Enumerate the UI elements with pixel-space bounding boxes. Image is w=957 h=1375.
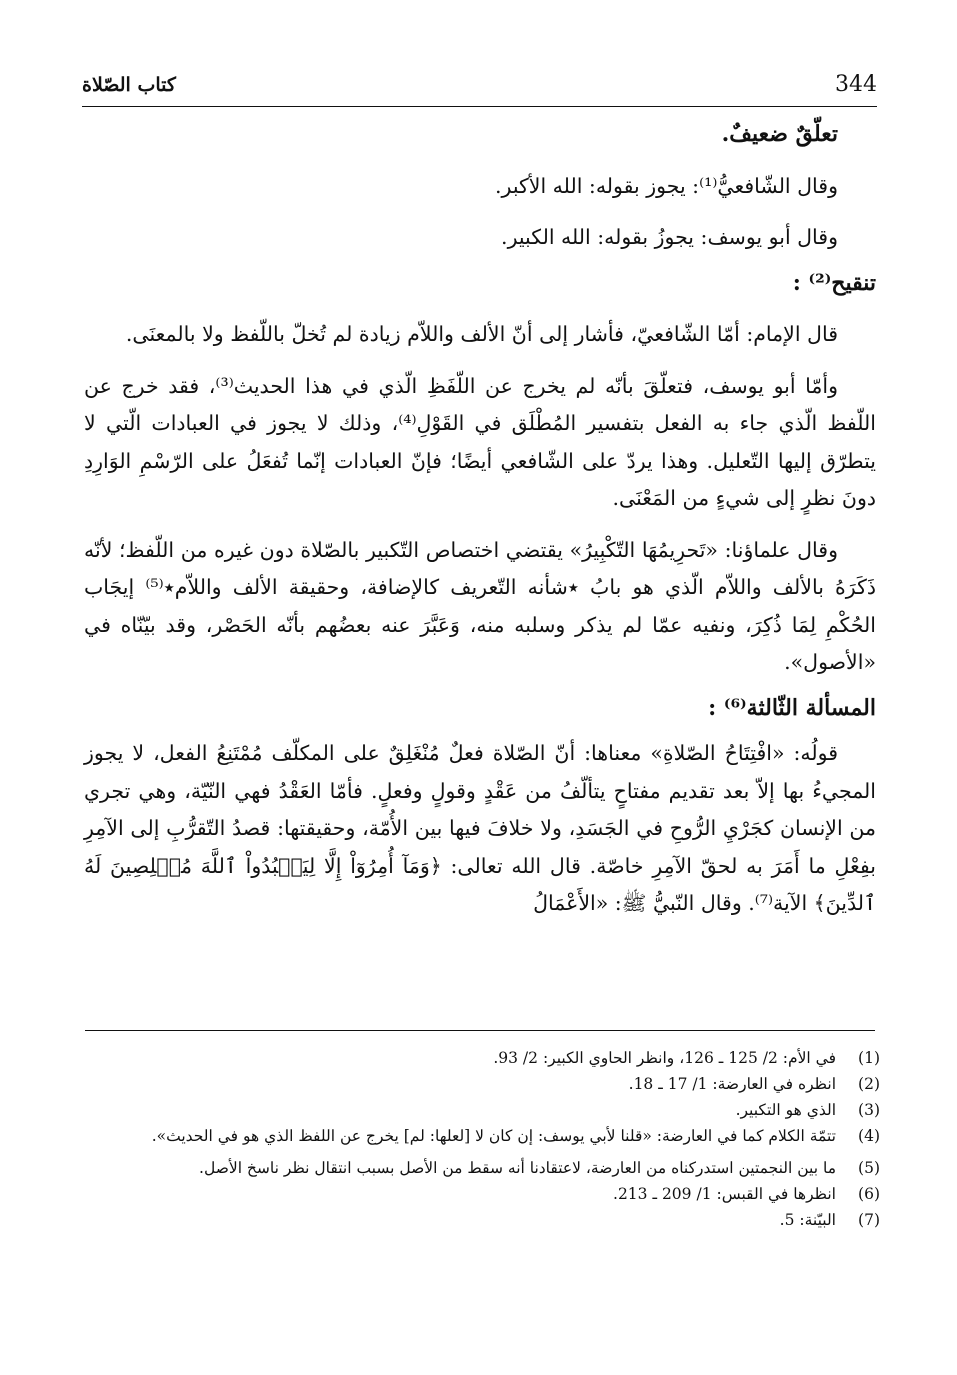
footnote-text: انظرها في القبس: 1/ 209 ـ 213. <box>613 1185 836 1203</box>
main-text <box>84 116 876 923</box>
paragraph-ulama: وقال علماؤنا: «تَحرِيمُهَا التّكْبِيرُ» يقتضي اختصاص التّكبير بالصّلاة دون غيره من اللّفظ؛ لأنّه ذَكَرَهُ بالألف واللاّم الّذي هو بابُ ٭شأنه التّعريف كالإضافة، وحقيقة الألف واللاّم٭⁽⁵⁾ إيجَاب الحُكْمِ لِمَا ذُكِرَ، ونفيه عمّا لم يذكر وسلبه منه، وَعَبَّرَ عنه بعضُهم بأنّه الحَصْر، وقد بيّنّاه في «الأصول». <box>84 537 876 674</box>
footnote-text: انظره في العارضة: 1/ 17 ـ 18. <box>628 1075 836 1093</box>
section-heading-masala: المسألة الثّالثة⁽⁶⁾ : <box>708 694 876 721</box>
footnote-number: (2) <box>858 1075 880 1093</box>
footnote-number: (7) <box>858 1211 880 1229</box>
paragraph-imam: قال الإمام: أمّا الشّافعيّ، فأشار إلى أنّ الألف واللاّم زيادة لم تُخلّ باللّفظ ولا بالمعنَى. <box>125 322 838 346</box>
footnote-text: ما بين النجمتين استدركناه من العارضة، لاعتقادنا أنه سقط من الأصل بسبب انتقال نظر ناسخ الأصل. <box>199 1159 836 1177</box>
section-heading-tanqih: تنقيح⁽²⁾ : <box>792 269 876 296</box>
paragraph-abu-yusuf-analysis: وأمّا أبو يوسف، فتعلّقَ بأنّه لم يخرج عن اللّفَظِ الّذي في هذا الحديث⁽³⁾، فقد خرج عن اللّفظ الّذي جاء به الفعل بتفسير المُطْلَق في القَوْلِ⁽⁴⁾، وذلك لا يجوز في العبادات الّتي لا يتطرّق إليها التّعليل. وهذا يردّ على الشّافعي أيضًا؛ فإنّ العبادات إنّما تُفعَلُ على الرّسْمِ الوَارِدِ دونَ نظرٍ إلى شيءٍ من المَعْنَى. <box>84 373 876 510</box>
paragraph-shafii-saying: وقال الشّافعيُّ⁽¹⁾: يجوز بقوله: الله الأكبر. <box>495 173 838 198</box>
footnote-text: في الأم: 2/ 125 ـ 126، وانظر الحاوي الكبير: 2/ 93. <box>493 1049 836 1067</box>
footnote-item <box>96 1071 880 1097</box>
footnote-text: البيّنة: 5. <box>779 1211 836 1229</box>
footnote-number: (6) <box>858 1185 880 1203</box>
footnote-number: (5) <box>858 1159 880 1177</box>
footnote-divider <box>85 1030 875 1031</box>
footnote-number: (1) <box>858 1049 880 1067</box>
footnote-number: (3) <box>858 1101 880 1119</box>
footnote-item <box>96 1155 880 1181</box>
footnote-item <box>96 1123 880 1149</box>
paragraph-iftitah: قولُه: «افْتِتَاحُ الصّلاةِ» معناها: أنّ الصّلاة فعلٌ مُنْغَلِقٌ على المكلّف مُمْتَنِعُ الفعل، لا يجوز المجيءُ بها إلاّ بعد تقديم مفتاحٍ يتألّفُ من عَقْدٍ وقولٍ وفعلٍ. فأمّا العَقْدُ فهي النّيّة، وهي تجري من الإنسان كجَرْيِ الرُّوحِ في الجَسَدِ، ولا خلافَ فيها بين الأُمّة، وحقيقتها: قصدُ التّقرُّبِ إلى الآمِرِ بفِعْلِ ما أَمَرَ به لحقّ الآمِرِ خاصّة. قال الله تعالى: ﴿وَمَآ أُمِرُوٓاْ إِلَّا لِيَعۡبُدُواْ ٱللَّهَ مُخۡلِصِينَ لَهُ ٱلدِّينَ﴾ الآية⁽⁷⁾. وقال النّبيُّ ﷺ: «الأَعْمَالُ <box>84 741 876 915</box>
footnote-item <box>96 1045 880 1071</box>
page-number: 344 <box>835 72 877 97</box>
page-header <box>82 72 877 102</box>
paragraph-abu-yusuf-saying: وقال أبو يوسف: يجوزُ بقوله: الله الكبير. <box>501 225 838 249</box>
footnote-item <box>96 1207 880 1233</box>
running-title: كتاب الصّلاة <box>82 74 176 96</box>
paragraph-opening: تعلّقٌ ضعيفٌ. <box>721 121 838 147</box>
footnote-item <box>96 1181 880 1207</box>
footnote-text: الذي هو التكبير. <box>735 1101 836 1119</box>
footnote-item <box>96 1097 880 1123</box>
header-divider <box>82 106 877 107</box>
footnote-text: تتمّة الكلام كما في العارضة: «قلنا لأبي يوسف: إن كان لا [لعلها: لم] يخرج عن اللفظ الذي هو في الحديث». <box>151 1127 836 1145</box>
footnote-number: (4) <box>858 1127 880 1145</box>
footnotes <box>96 1045 880 1233</box>
